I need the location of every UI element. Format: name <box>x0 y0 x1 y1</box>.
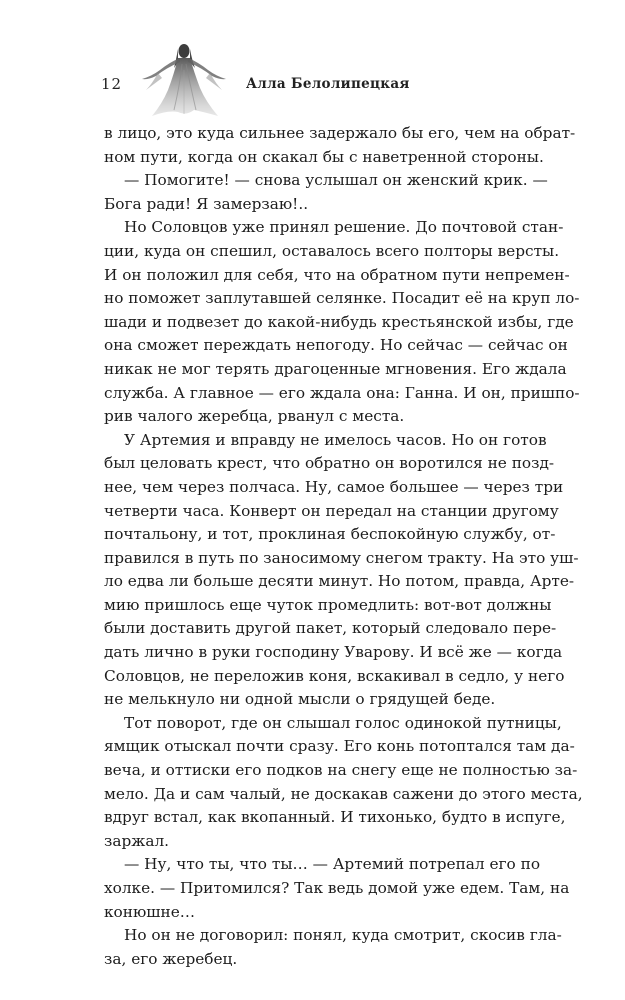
text-line: У Артемия и вправду не имелось часов. Но он готов <box>124 430 547 449</box>
text-line: — Помогите! — снова услышал он женский крик. — <box>124 171 548 190</box>
ghost-figure-icon <box>138 40 230 118</box>
text-line: Тот поворот, где он слышал голос одинокой путницы, <box>124 713 562 732</box>
running-title: Алла Белолипецкая <box>246 76 410 92</box>
text-line: дать лично в руки господину Уварову. И всё же — когда <box>104 643 563 662</box>
text-line: мию пришлось еще чуток промедлить: вот-вот должны <box>104 595 552 614</box>
text-line: ном пути, когда он скакал бы с наветренной стороны. <box>104 147 544 166</box>
text-line: были доставить другой пакет, который следовало пере- <box>104 619 557 638</box>
text-line: ямщик отыскал почти сразу. Его конь потоптался там да- <box>104 737 575 756</box>
text-line: она сможет переждать непогоду. Но сейчас — сейчас он <box>104 336 568 355</box>
text-line: мело. Да и сам чалый, не доскакав сажени до этого места, <box>104 784 583 803</box>
text-line: правился в путь по заносимому снегом тракту. На это уш- <box>104 548 579 567</box>
text-line: почтальону, и тот, проклиная беспокойную службу, от- <box>104 525 556 544</box>
text-line: ло едва ли больше десяти минут. Но потом, правда, Арте- <box>104 572 575 591</box>
text-line: за, его жеребец. <box>104 949 238 968</box>
text-line: Но он не договорил: понял, куда смотрит, скосив гла- <box>124 926 562 945</box>
text-line: ции, куда он спешил, оставалось всего полторы версты. <box>104 241 560 260</box>
text-line: — Ну, что ты, что ты… — Артемий потрепал его по <box>124 855 541 874</box>
text-line: Соловцов, не переложив коня, вскакивал в седло, у него <box>104 666 565 685</box>
body-text <box>104 122 583 971</box>
text-line: служба. А главное — его ждала она: Ганна. И он, пришпо- <box>104 383 580 402</box>
text-line: четверти часа. Конверт он передал на станции другому <box>104 501 559 520</box>
text-line: шади и подвезет до какой-нибудь крестьянской избы, где <box>104 312 574 331</box>
text-line: конюшне… <box>104 902 196 921</box>
page-header <box>0 0 625 120</box>
text-line: нее, чем через полчаса. Ну, самое большее — через три <box>104 477 564 496</box>
text-line: холке. — Притомился? Так ведь домой уже едем. Там, на <box>104 879 570 897</box>
text-line: Но Соловцов уже принял решение. До почтовой стан- <box>124 218 564 237</box>
text-line: но поможет заплутавшей селянке. Посадит её на круп ло- <box>104 289 580 308</box>
text-line: был целовать крест, что обратно он воротился не позд- <box>104 454 555 473</box>
text-line: Бога ради! Я замерзаю!.. <box>104 194 309 213</box>
page-number: 12 <box>101 75 123 93</box>
text-line: вдруг встал, как вкопанный. И тихонько, будто в испуге, <box>104 808 566 827</box>
text-line: И он положил для себя, что на обратном пути непремен- <box>104 265 570 284</box>
text-line: в лицо, это куда сильнее задержало бы его, чем на обрат- <box>104 124 576 142</box>
text-line: веча, и оттиски его подков на снегу еще не полностью за- <box>104 761 578 780</box>
text-line: заржал. <box>104 831 170 850</box>
text-line: рив чалого жеребца, рванул с места. <box>104 407 405 426</box>
text-line: никак не мог терять драгоценные мгновения. Его ждала <box>104 359 567 378</box>
text-line: не мелькнуло ни одной мысли о грядущей беде. <box>104 690 496 709</box>
